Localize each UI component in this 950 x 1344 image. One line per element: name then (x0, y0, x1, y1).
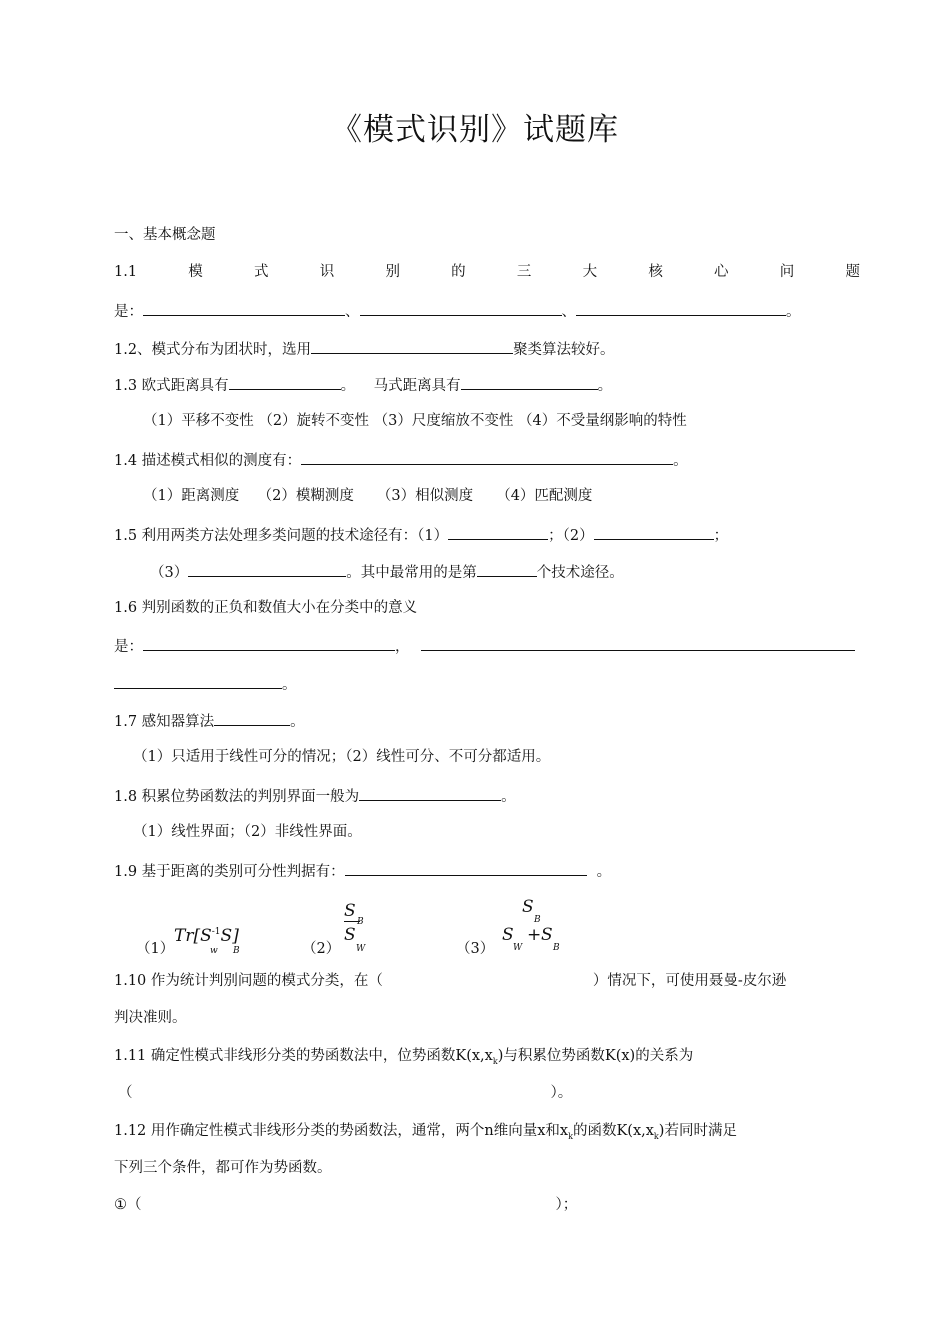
answer-blank[interactable] (229, 374, 341, 390)
q1-9: 1.9 基于距离的类别可分性判据有： 。 (114, 860, 611, 882)
q1-8-options: （1）线性界面；（2）非线性界面。 (133, 824, 362, 840)
q1-12: 1.12 用作确定性模式非线形分类的势函数法，通常，两个n维向量x和$x_k$的函数$K(x,x_k)$若同时满足 (114, 1123, 737, 1141)
q1-5: 1.5 利用两类方法处理多类问题的技术途径有：（1） ；（2） ； (114, 524, 728, 546)
q1-7: 1.7 感知器算法 。 (114, 710, 305, 732)
answer-blank[interactable] (214, 710, 290, 726)
q1-12-condition-1: ①（ ）； (114, 1197, 578, 1213)
q1-11: 1.11 确定性模式非线形分类的势函数法中，位势函数$K(x,x_k)$与积累位势函数K(x)的关系为 (114, 1048, 694, 1066)
formula-subscript: W (356, 944, 366, 954)
formula-subscript: B (233, 946, 240, 956)
q1-1-char: 别 (385, 264, 400, 280)
q1-1-line (114, 262, 860, 282)
formula-denominator: S (344, 925, 356, 945)
q1-1-char: 识 (319, 264, 335, 280)
formula-denominator: S (502, 925, 514, 945)
q1-11-answer: （ ）。 (118, 1085, 573, 1101)
answer-blank[interactable] (143, 300, 345, 316)
formula-subscript: w (210, 946, 218, 956)
answer-blank[interactable] (311, 338, 513, 354)
answer-blank[interactable] (114, 673, 282, 689)
formula-subscript: W (513, 943, 523, 953)
answer-blank[interactable] (461, 374, 598, 390)
q1-1-char: 核 (648, 264, 663, 280)
formula-plus: + (527, 925, 542, 945)
formula-subscript: B (357, 917, 364, 927)
q1-10: 1.10 作为统计判别问题的模式分类，在（ ）情况下，可使用聂曼-皮尔逊 (114, 973, 787, 989)
formula-subscript: B (534, 915, 541, 925)
answer-blank[interactable] (360, 300, 562, 316)
answer-blank[interactable] (345, 860, 587, 876)
fraction-bar (344, 921, 360, 922)
q1-10-line2: 判决准则。 (114, 1010, 187, 1026)
q1-6-blanks: 是： ， (114, 635, 855, 657)
formula-trace: $Tr[S^{-1}S]$ (174, 926, 239, 946)
q1-1-char: 问 (779, 264, 795, 280)
q1-1-char: 三 (516, 264, 532, 280)
q1-6-blank2: 。 (114, 673, 297, 695)
q1-1-char: 题 (845, 264, 860, 280)
q1-1-char: 心 (714, 264, 729, 280)
q1-9-option-2-label: （2） (302, 941, 341, 957)
formula-denominator: S (541, 925, 553, 945)
q1-9-option-3-label: （3） (456, 941, 495, 957)
q1-2: 1.2、模式分布为团状时，选用 聚类算法较好。 (114, 338, 615, 360)
answer-blank[interactable] (477, 561, 537, 577)
answer-blank[interactable] (143, 635, 395, 651)
answer-blank[interactable] (448, 524, 548, 540)
q1-4: 1.4 描述模式相似的测度有： 。 (114, 449, 688, 471)
section-heading: 一、基本概念题 (114, 227, 216, 243)
answer-blank[interactable] (188, 561, 346, 577)
q1-7-options: （1）只适用于线性可分的情况；（2）线性可分、不可分都适用。 (133, 749, 551, 765)
answer-blank[interactable] (421, 635, 855, 651)
answer-blank[interactable] (301, 449, 673, 465)
formula-subscript: B (553, 943, 560, 953)
q1-9-option-1-label: （1） (136, 941, 175, 957)
q1-1-char: 的 (451, 264, 466, 280)
q1-5-line2: （3） 。其中最常用的是第 个技术途径。 (150, 561, 624, 583)
q1-1-blanks: 是： 、 、 。 (114, 300, 801, 322)
q1-3: 1.3 欧式距离具有 。 马式距离具有 。 (114, 374, 612, 396)
formula-numerator: S (522, 897, 534, 917)
q1-3-options: （1）平移不变性 （2）旋转不变性 （3）尺度缩放不变性 （4）不受量纲影响的特性 (143, 413, 687, 429)
q1-8: 1.8 积累位势函数法的判别界面一般为 。 (114, 785, 516, 807)
answer-blank[interactable] (576, 300, 786, 316)
q1-6: 1.6 判别函数的正负和数值大小在分类中的意义 (114, 600, 418, 616)
answer-blank[interactable] (594, 524, 714, 540)
q1-4-options: （1）距离测度 （2）模糊测度 （3）相似测度 （4）匹配测度 (143, 488, 593, 504)
q1-1-char: 1.1 (114, 264, 138, 280)
q1-1-char: 式 (254, 264, 269, 280)
answer-blank[interactable] (359, 785, 501, 801)
page-title: 《模式识别》试题库 (331, 112, 619, 148)
q1-1-char: 大 (582, 264, 598, 280)
q1-1-char: 模 (188, 264, 203, 280)
formula-numerator: S (344, 901, 356, 921)
q1-12-line2: 下列三个条件，都可作为势函数。 (114, 1160, 332, 1176)
